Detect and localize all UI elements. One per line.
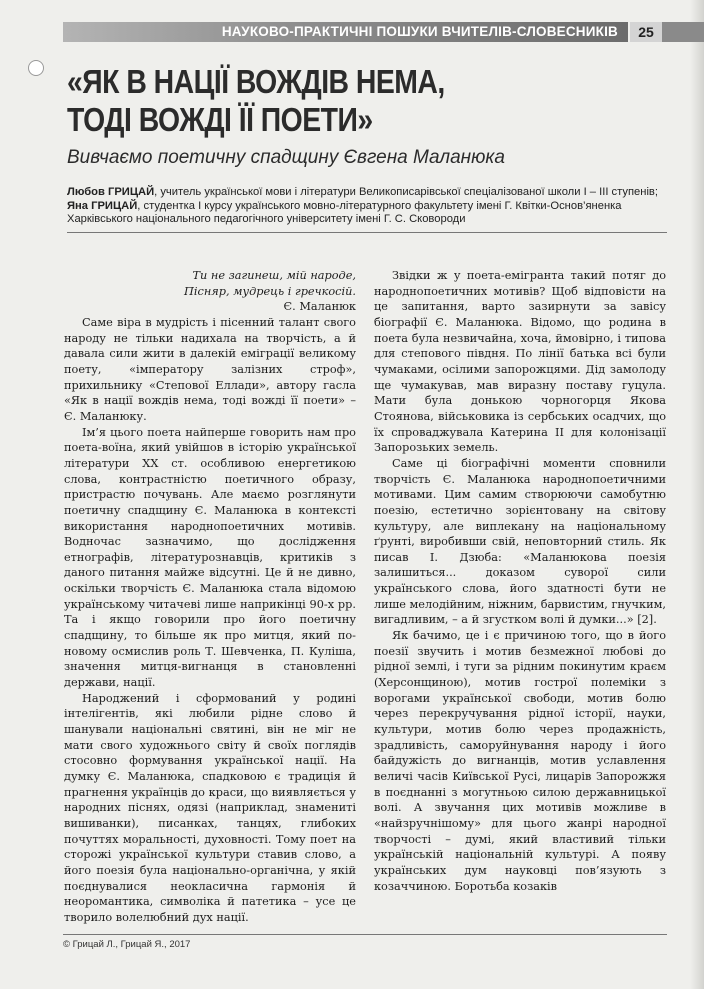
epigraph: [64, 268, 356, 315]
footer-divider: [63, 934, 667, 935]
title-line-1: «ЯК В НАЦІЇ ВОЖДІВ НЕМА,: [67, 63, 445, 100]
paragraph: Народжений і сформований у родині інтелігентів, які любили рідне слово й шанували національні святині, він не міг не мати свого художнього світу й своїх поглядів стосовно формування української нації. На думку Є. Маланюка, спадковою є традиція й прагнення українців до краси, що виявляється у народних піснях, одязі (наприклад, знамениті вишиванки), писанках, танцях, глибоких почуттях моральності, духовності. Тому поет на сторожі української культури ставив слово, а його поезія була національно-органічна, у якій поєднувалися неокласична гармонія й неоромантика, символіка й патетика – усе це творило волелюбний дух нації.: [64, 691, 356, 924]
author-2: [67, 200, 667, 227]
paragraph: Ім’я цього поета найперше говорить нам про поета-воїна, який увійшов в історію української літератури ХХ ст. особливою енергетикою слова, контрастністю поетичного образу, пристрастю почувань. Але маємо розглянути поетичну спадщину Є. Маланюка в контексті використання народнопоетичних мотивів. Водночас зазначимо, що дослідження етнографів, літературознавців, критиків з даного питання майже відсутні. Це й не дивно, оскільки творчість Є. Маланюка стала відомою українському читачеві лише наприкінці 90-х рр. Та і якщо говорили про його поетичну спадщину, то більше як про митця, який по-новому осмислив роль Т. Шевченка, П. Куліша, значення митця-вигнанця в становленні держави, нації.: [64, 425, 356, 690]
paragraph: Саме ці біографічні моменти сповнили творчість Є. Маланюка народнопоетичними мотивами. Цим самим створюючи самобутню поезію, естетично зорієнтовану на світову культуру, але виплекану на національному ґрунті, виробивши свій, неповторний стиль. Як писав І. Дзюба: «Маланюкова поезія залишиться... доказом суворої сили українського слова, його здатності бути не лише мелодійним, ніжним, барвистим, гнучким, вигадливим, – а й згустком волі й думки...» [2].: [374, 456, 666, 627]
paragraph: Звідки ж у поета-емігранта такий потяг до народнопоетичних мотивів? Щоб відповісти на це запитання, варто зазирнути за завісу біографії Є. Маланюка. Відомо, що родина в поета була незвичайна, хоча, ймовірно, і типова для степового півдня. По лінії батька всі були чумаками, осілими запорожцями. Дід замолоду ще чумакував, мав виразну поставу гуцула. Мати була донькою чорногорця Якова Стоянова, військовика із сербських осадчих, що їх спроваджувала Катерина ІІ для колонізації Запорозьких земель.: [374, 269, 666, 455]
binder-hole: [28, 60, 44, 76]
epigraph-line-2: Пісняр, мудрець і гречкосій.: [184, 284, 356, 298]
page-number: 25: [630, 22, 662, 42]
left-column: [64, 268, 356, 926]
paragraph: Саме віра в мудрість і пісенний талант свого народу не тільки надихала на творчість, а й давала сили жити в далекій еміграції великому поету, «імператору залізних строф», прихильнику «Степової Еллади», автору гасла «Як в нації вождів нема, тоді вожді її поети» – Є. Маланюку.: [64, 315, 356, 423]
footer-copyright: © Грицай Л., Грицай Я., 2017: [63, 939, 191, 950]
page-edge-shadow: [690, 0, 704, 989]
author-1-name: Любов ГРИЦАЙ: [67, 186, 155, 198]
article-subtitle: Вивчаємо поетичну спадщину Євгена Маланюка: [67, 147, 505, 168]
author-1-desc: , учитель української мови і літератури Великописарівської спеціалізованої школи І – ІІІ ступенів;: [154, 186, 658, 198]
author-1: [67, 186, 667, 200]
author-block: [67, 186, 667, 227]
right-column: [374, 268, 666, 894]
epigraph-line-1: Ти не загинеш, мій народе,: [192, 269, 356, 282]
running-header: НАУКОВО-ПРАКТИЧНІ ПОШУКИ ВЧИТЕЛІВ-СЛОВЕСНИКІВ: [63, 22, 628, 42]
header-rule: [662, 22, 704, 42]
epigraph-signature: Є. Маланюк: [283, 300, 356, 314]
title-line-2: ТОДІ ВОЖДІ ЇЇ ПОЕТИ»: [67, 101, 373, 138]
author-divider: [67, 232, 667, 233]
author-2-desc: , студентка І курсу українського мовно-літературного факультету імені Г. Квітки-Основ’яненка Харківського національного педагогічного університету імені Г. С. Сковороди: [67, 199, 622, 225]
article-title: [67, 63, 549, 139]
author-2-name: Яна ГРИЦАЙ: [67, 199, 138, 212]
paragraph: Як бачимо, це і є причиною того, що в його поезії звучить і мотив безмежної любові до рідної землі, і туги за рідним покинутим краєм (Херсонщиною), мотив гострої полеміки з ворогами української свободи, мотив болю через перекручування рідної історії, науки, культури, мотив болю через продажність, зрадливість, саморуйнування народу і його байдужість до вигнанців, мотив уславлення величі часів Київської Русі, лицарів Запорожжя в поєднанні з могутньою силою державницької волі. А звучання цих мотивів можливе в «найзручнішому» для цього жанрі народної творчості – думі, який властивий тільки українській національній культурі. А появу українських дум науковці пов’язують з козаччиною. Боротьба козаків: [374, 629, 666, 893]
